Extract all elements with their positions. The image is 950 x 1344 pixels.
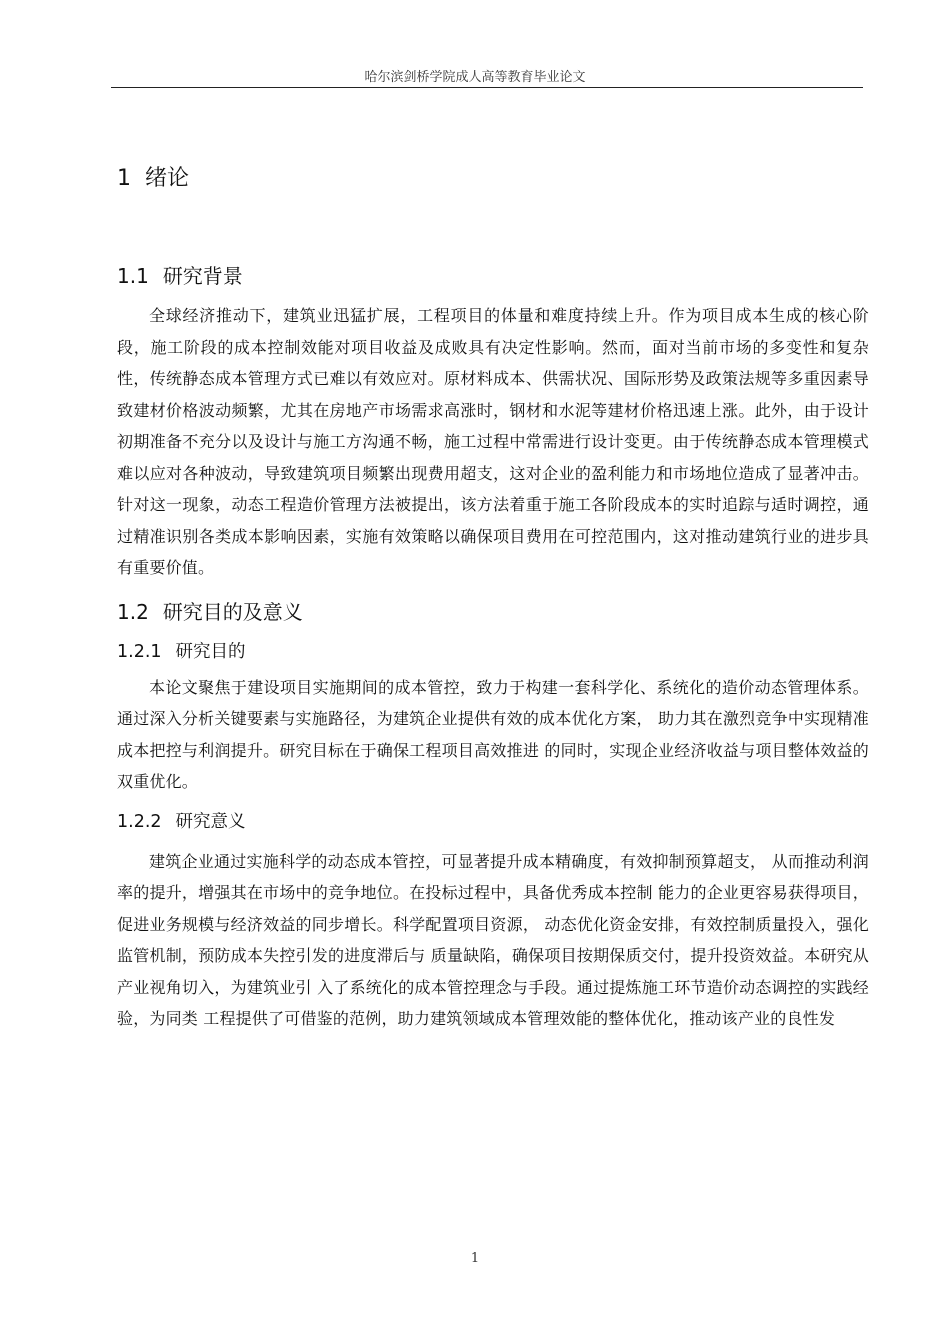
page-body — [117, 158, 869, 1035]
paragraph-research-purpose: 本论文聚焦于建设项目实施期间的成本管控，致力于构建一套科学化、系统化的造价动态管理体系。通过深入分析关键要素与实施路径，为建筑企业提供有效的成本优化方案， 助力其在激烈竞争中实现精准成本把控与利润提升。研究目标在于确保工程项目高效推进 的同时，实现企业经济收益与项目整体效益的双重优化。 — [117, 677, 869, 791]
section-title: 研究目的及意义 — [162, 599, 303, 624]
paragraph-research-significance: 建筑企业通过实施科学的动态成本管控，可显著提升成本精确度，有效抑制预算超支， 从而推动利润率的提升，增强其在市场中的竞争地位。在投标过程中，具备优秀成本控制 能力的企业更容易获得项目，促进业务规模与经济效益的同步增长。科学配置项目资源， 动态优化资金安排，有效控制质量投入，强化监管机制，预防成本失控引发的进度滞后与 质量缺陷，确保项目按期保质交付，提升投资效益。本研究从产业视角切入，为建筑业引 入了系统化的成本管控理念与手段。通过提炼施工环节造价动态调控的实践经验，为同类 工程提供了可借鉴的范例，助力建筑领域成本管理效能的整体优化，推动该产业的良性发 — [117, 851, 869, 1028]
chapter-title: 绪论 — [145, 166, 190, 191]
subsection-heading-1-2-1 — [117, 632, 869, 672]
section-number: 1.2 — [117, 599, 149, 624]
running-header: 哈尔滨剑桥学院成人高等教育毕业论文 — [364, 70, 586, 85]
paragraph-research-background: 全球经济推动下，建筑业迅猛扩展，工程项目的体量和难度持续上升。作为项目成本生成的核心阶段，施工阶段的成本控制效能对项目收益及成败具有决定性影响。然而，面对当前市场的多变性和复杂性，传统静态成本管理方式已难以有效应对。原材料成本、供需状况、国际形势及政策法规等多重因素导致建材价格波动频繁，尤其在房地产市场需求高涨时，钢材和水泥等建材价格迅速上涨。此外，由于设计初期准备不充分以及设计与施工方沟通不畅，施工过程中常需进行设计变更。由于传统静态成本管理模式难以应对各种波动，导致建筑项目频繁出现费用超支，这对企业的盈利能力和市场地位造成了显著冲击。针对这一现象，动态工程造价管理方法被提出，该方法着重于施工各阶段成本的实时追踪与适时调控，通过精准识别各类成本影响因素，实施有效策略以确保项目费用在可控范围内，这对推动建筑行业的进步具有重要价值。 — [117, 306, 869, 577]
subsection-title: 研究目的 — [175, 641, 246, 662]
subsection-number: 1.2.1 — [117, 641, 162, 662]
section-heading-1-1 — [117, 256, 869, 296]
page-number: 1 — [470, 1251, 480, 1266]
subsection-title: 研究意义 — [175, 811, 246, 832]
chapter-number: 1 — [117, 166, 131, 191]
section-number: 1.1 — [117, 264, 149, 288]
header-divider — [111, 87, 863, 88]
section-title: 研究背景 — [162, 264, 243, 288]
section-heading-1-2 — [117, 592, 869, 632]
subsection-number: 1.2.2 — [117, 811, 162, 832]
subsection-heading-1-2-2 — [117, 802, 869, 842]
chapter-heading — [117, 158, 869, 200]
